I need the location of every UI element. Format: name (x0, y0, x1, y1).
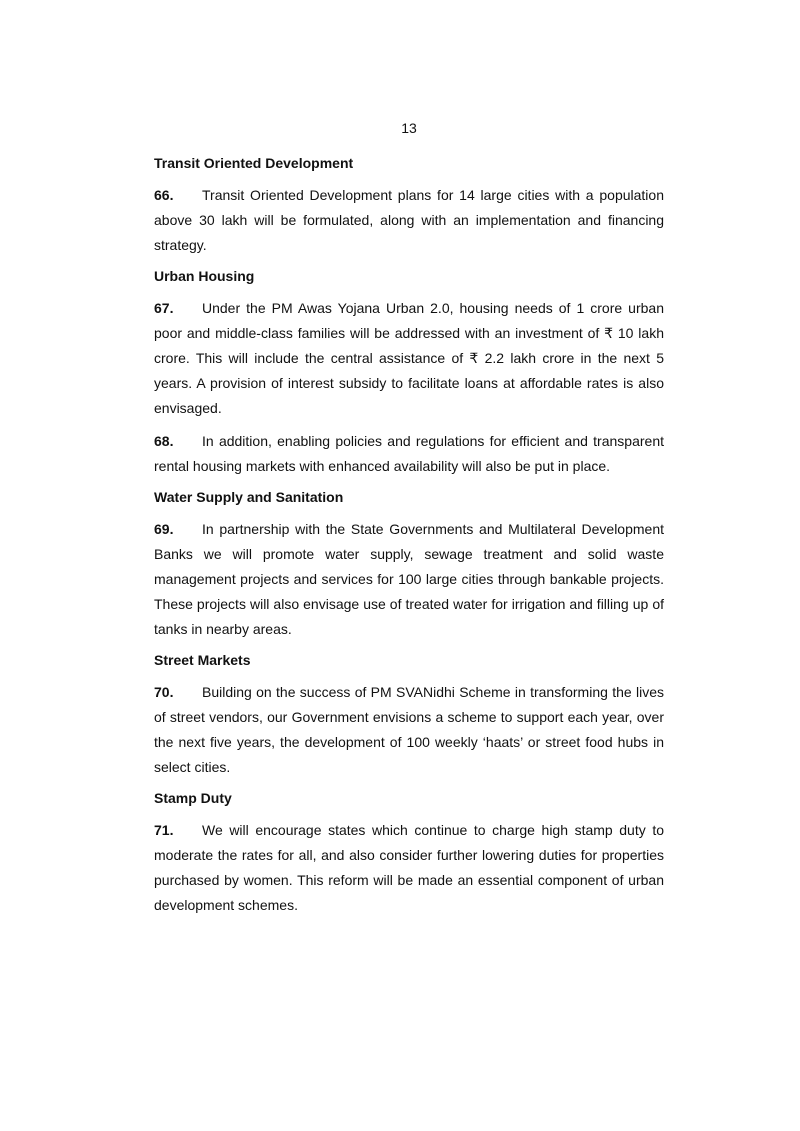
section-heading: Stamp Duty (154, 790, 232, 806)
paragraph-number: 66. (154, 187, 174, 203)
paragraph-text: In addition, enabling policies and regulations for efficient and transparent rental housing markets with enhanced availability will also be put in place. (154, 433, 664, 474)
paragraph-text: Under the PM Awas Yojana Urban 2.0, housing needs of 1 crore urban poor and middle-class families will be addressed with an investment of ₹ 10 lakh crore. This will include the central assistance of ₹ 2.2 lakh crore in the next 5 years. A provision of interest subsidy to facilitate loans at affordable rates is also envisaged. (154, 300, 664, 416)
document-body (154, 153, 664, 926)
paragraph-69 (154, 517, 664, 642)
section-urban-housing (154, 266, 664, 479)
section-heading: Urban Housing (154, 268, 255, 284)
paragraph-number: 69. (154, 521, 174, 537)
paragraph-68 (154, 429, 664, 479)
paragraph-text: We will encourage states which continue to charge high stamp duty to moderate the rates for all, and also consider further lowering duties for properties purchased by women. This reform will be made an essential component of urban development schemes. (154, 822, 664, 913)
paragraph-text: In partnership with the State Governments and Multilateral Development Banks we will promote water supply, sewage treatment and solid waste management projects and services for 100 large cities through bankable projects. These projects will also envisage use of treated water for irrigation and filling up of tanks in nearby areas. (154, 521, 664, 637)
paragraph-text: Building on the success of PM SVANidhi Scheme in transforming the lives of street vendors, our Government envisions a scheme to support each year, over the next five years, the development of 100 weekly ‘haats’ or street food hubs in select cities. (154, 684, 664, 775)
paragraph-number: 67. (154, 300, 174, 316)
section-street-markets (154, 650, 664, 780)
paragraph-number: 70. (154, 684, 174, 700)
section-transit-oriented-development (154, 153, 664, 258)
paragraph-text: Transit Oriented Development plans for 14 large cities with a population above 30 lakh will be formulated, along with an implementation and financing strategy. (154, 187, 664, 253)
paragraph-66 (154, 183, 664, 258)
paragraph-number: 68. (154, 433, 174, 449)
section-stamp-duty (154, 788, 664, 918)
paragraph-67 (154, 296, 664, 421)
section-water-supply-and-sanitation (154, 487, 664, 642)
section-heading: Water Supply and Sanitation (154, 489, 344, 505)
page-number: 13 (401, 120, 417, 136)
paragraph-70 (154, 680, 664, 780)
paragraph-number: 71. (154, 822, 174, 838)
paragraph-71 (154, 818, 664, 918)
section-heading: Transit Oriented Development (154, 155, 354, 171)
section-heading: Street Markets (154, 652, 251, 668)
